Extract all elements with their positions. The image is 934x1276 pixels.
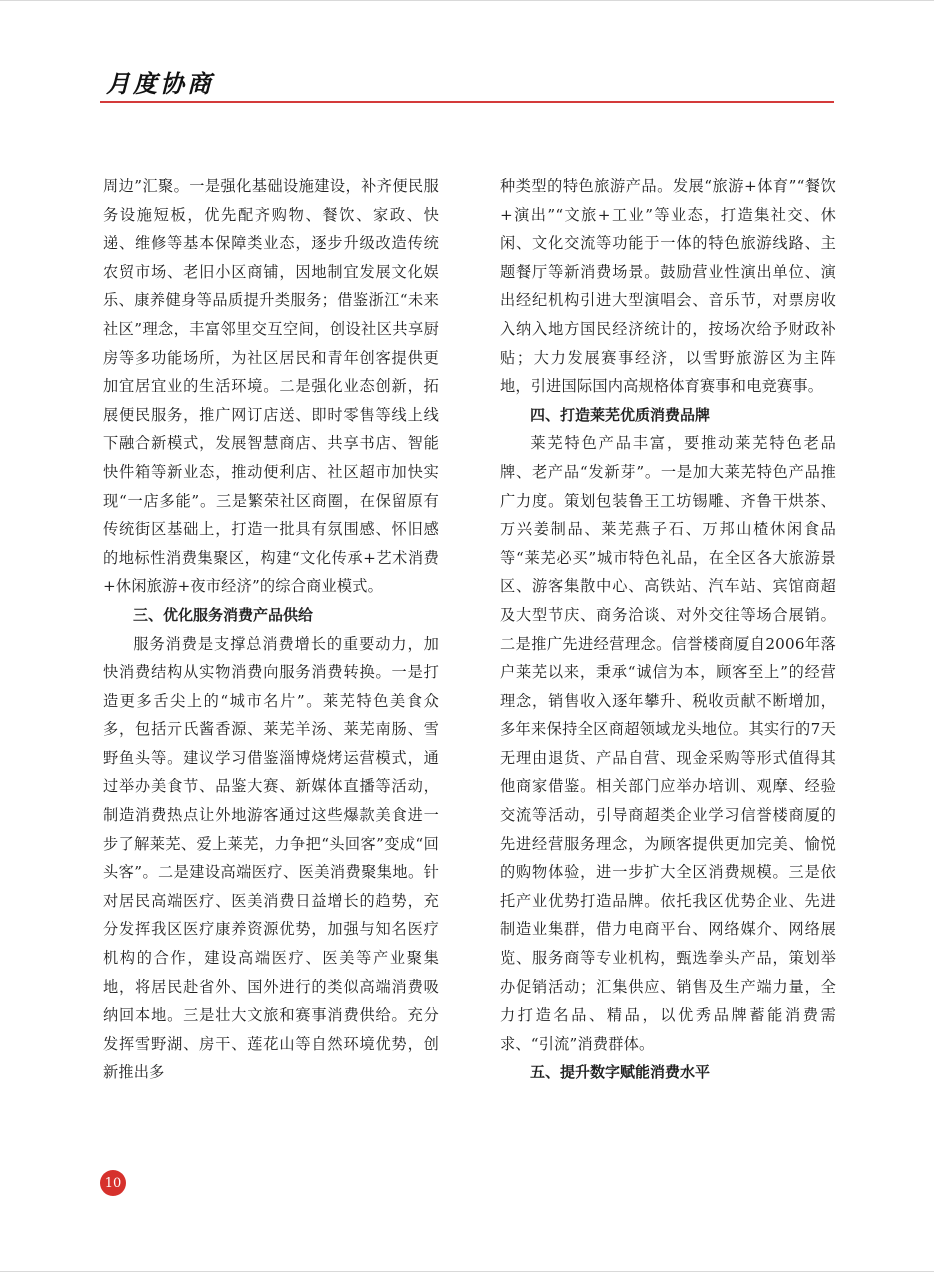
paragraph-right-1: 种类型的特色旅游产品。发展“旅游+体育”“餐饮+演出”“文旅+工业”等业态，打造集社交、休闲、文化交流等功能于一体的特色旅游线路、主题餐厅等新消费场景。鼓励营业性演出单位、演出经纪机构引进大型演唱会、音乐节，对票房收入纳入地方国民经济统计的，按场次给予财政补贴；大力发展赛事经济，以雪野旅游区为主阵地，引进国际国内高规格体育赛事和电竞赛事。 xyxy=(500,177,836,396)
masthead-rule xyxy=(100,101,834,103)
section-heading-4: 四、打造莱芜优质消费品牌 xyxy=(530,405,711,424)
section-heading-5: 五、提升数字赋能消费水平 xyxy=(530,1063,711,1082)
top-border xyxy=(0,0,934,1)
section-heading-3: 三、优化服务消费产品供给 xyxy=(133,605,314,624)
bottom-border xyxy=(0,1271,934,1272)
page-number-badge: 10 xyxy=(100,1170,126,1196)
paragraph-left-2: 服务消费是支撑总消费增长的重要动力，加快消费结构从实物消费向服务消费转换。一是打造更多舌尖上的“城市名片”。莱芜特色美食众多，包括亓氏酱香源、莱芜羊汤、莱芜南肠、雪野鱼头等。建议学习借鉴淄博烧烤运营模式，通过举办美食节、品鉴大赛、新媒体直播等活动，制造消费热点让外地游客通过这些爆款美食进一步了解莱芜、爱上莱芜，力争把“头回客”变成“回头客”。二是建设高端医疗、医美消费聚集地。针对居民高端医疗、医美消费日益增长的趋势，充分发挥我区医疗康养资源优势，加强与知名医疗机构的合作，建设高端医疗、医美等产业聚集地，将居民赴省外、国外进行的类似高端消费吸纳回本地。三是壮大文旅和赛事消费供给。充分发挥雪野湖、房干、莲花山等自然环境优势，创新推出多 xyxy=(103,634,439,1082)
right-column xyxy=(500,172,836,1087)
masthead-title: 月度协商 xyxy=(106,69,214,98)
paragraph-right-2: 莱芜特色产品丰富，要推动莱芜特色老品牌、老产品“发新芽”。一是加大莱芜特色产品推广力度。策划包装鲁王工坊锡雕、齐鲁干烘茶、万兴姜制品、莱芜燕子石、万邦山楂休闲食品等“莱芜必买”城市特色礼品，在全区各大旅游景区、游客集散中心、高铁站、汽车站、宾馆商超及大型节庆、商务洽谈、对外交往等场合展销。二是推广先进经营理念。信誉楼商厦自2006年落户莱芜以来，秉承“诚信为本，顾客至上”的经营理念，销售收入逐年攀升、税收贡献不断增加，多年来保持全区商超领域龙头地位。其实行的7天无理由退货、产品自营、现金采购等形式值得其他商家借鉴。相关部门应举办培训、观摩、经验交流等活动，引导商超类企业学习信誉楼商厦的先进经营服务理念，为顾客提供更加完美、愉悦的购物体验，进一步扩大全区消费规模。三是依托产业优势打造品牌。依托我区优势企业、先进制造业集群，借力电商平台、网络媒介、网络展览、服务商等专业机构，甄选拳头产品，策划举办促销活动；汇集供应、销售及生产端力量，全力打造名品、精品，以优秀品牌蓄能消费需求、“引流”消费群体。 xyxy=(500,434,836,1053)
paragraph-left-1: 周边”汇聚。一是强化基础设施建设，补齐便民服务设施短板，优先配齐购物、餐饮、家政、快递、维修等基本保障类业态，逐步升级改造传统农贸市场、老旧小区商铺，因地制宜发展文化娱乐、康养健身等品质提升类服务；借鉴浙江“未来社区”理念，丰富邻里交互空间，创设社区共享厨房等多功能场所，为社区居民和青年创客提供更加宜居宜业的生活环境。二是强化业态创新，拓展便民服务，推广网订店送、即时零售等线上线下融合新模式，发展智慧商店、共享书店、智能快件箱等新业态，推动便利店、社区超市加快实现“一店多能”。三是繁荣社区商圈，在保留原有传统街区基础上，打造一批具有氛围感、怀旧感的地标性消费集聚区，构建“文化传承+艺术消费+休闲旅游+夜市经济”的综合商业模式。 xyxy=(103,177,439,596)
left-column xyxy=(103,172,439,1087)
